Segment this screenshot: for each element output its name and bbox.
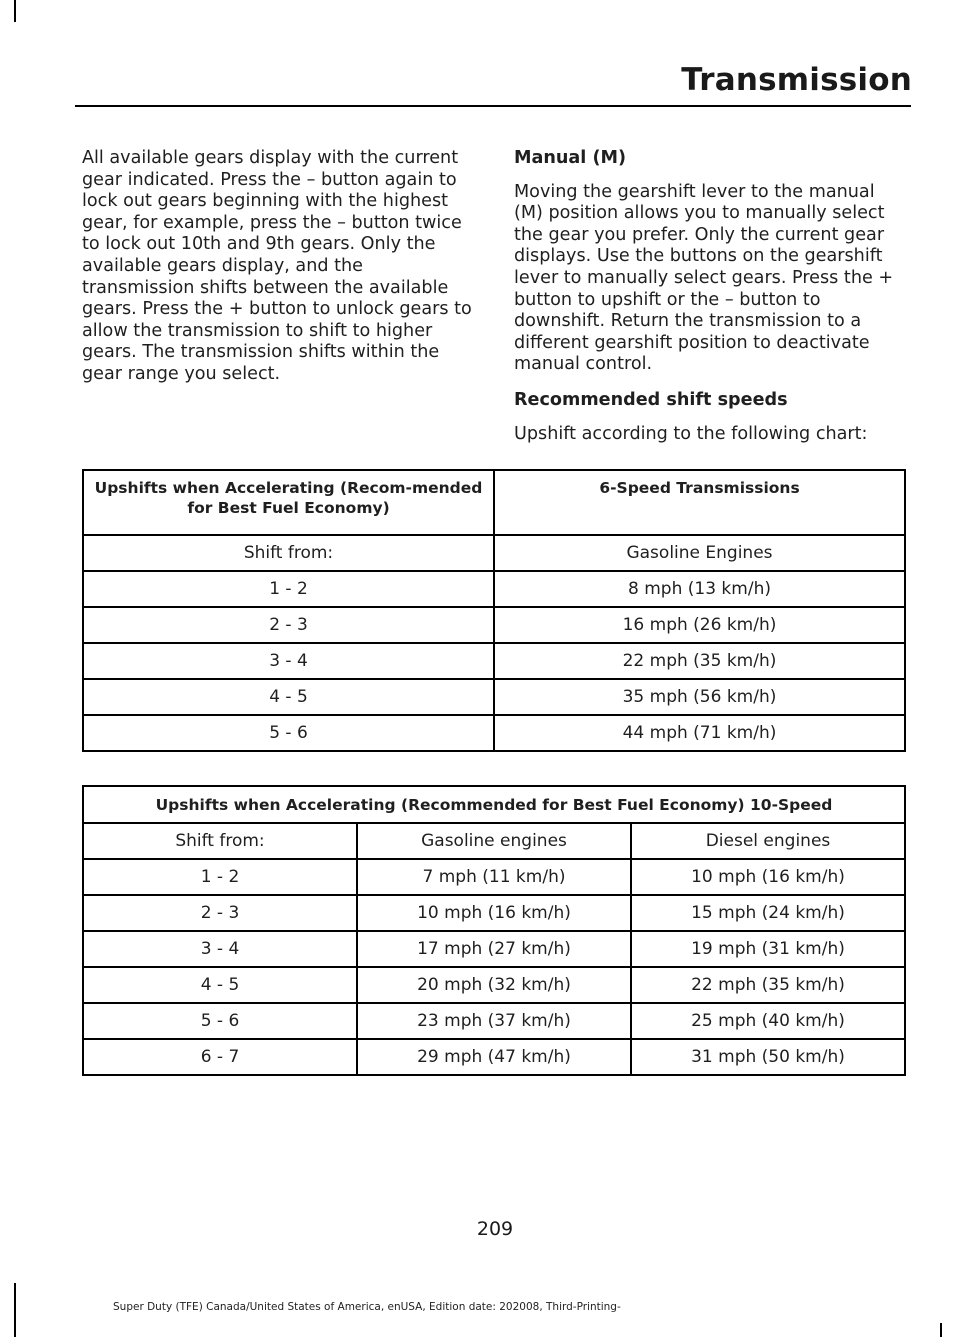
- table-row: [83, 643, 905, 679]
- table-cell: Diesel engines: [631, 823, 905, 859]
- table-cell: 31 mph (50 km/h): [631, 1039, 905, 1075]
- page-number: 209: [476, 1218, 514, 1240]
- table-cell: 22 mph (35 km/h): [631, 967, 905, 1003]
- table-row: [83, 679, 905, 715]
- table-cell: 5 - 6: [83, 715, 494, 751]
- table-cell: 35 mph (56 km/h): [494, 679, 905, 715]
- table-row: [83, 931, 905, 967]
- table-row: [83, 1003, 905, 1039]
- manual-paragraph: Moving the gearshift lever to the manual (M) position allows you to manually select the gear you prefer. Only the current gear displays. Use the buttons on the gearshift lever to manually select gears. Press the + button to upshift or the – button to downshift. Return the transmission to a different gearshift position to deactivate manual control.: [514, 181, 894, 375]
- table-cell: 7 mph (11 km/h): [357, 859, 631, 895]
- table-cell: 8 mph (13 km/h): [494, 571, 905, 607]
- table-cell: Shift from:: [83, 535, 494, 571]
- table-header-cell: 6-Speed Transmissions: [494, 470, 905, 535]
- table-cell: Gasoline engines: [357, 823, 631, 859]
- table-header-cell: Upshifts when Accelerating (Recommended for Best Fuel Economy) 10-Speed: [83, 786, 905, 823]
- header-rule: [75, 105, 911, 107]
- table-header-cell: Upshifts when Accelerating (Recom-mended for Best Fuel Economy): [83, 470, 494, 535]
- table-cell: 10 mph (16 km/h): [631, 859, 905, 895]
- table-header-row: [83, 470, 905, 535]
- table-row: [83, 535, 905, 571]
- table-cell: 44 mph (71 km/h): [494, 715, 905, 751]
- table-cell: 20 mph (32 km/h): [357, 967, 631, 1003]
- crop-mark-bottom-right: [940, 1323, 942, 1337]
- table-row: [83, 895, 905, 931]
- table-cell: 25 mph (40 km/h): [631, 1003, 905, 1039]
- page-title: Transmission: [681, 62, 912, 98]
- crop-mark-bottom-left: [14, 1283, 16, 1337]
- table-cell: 4 - 5: [83, 967, 357, 1003]
- table-row: [83, 859, 905, 895]
- six-speed-shift-table: [82, 469, 906, 752]
- table-cell: 1 - 2: [83, 859, 357, 895]
- manual-heading: Manual (M): [514, 148, 627, 168]
- shift-speeds-heading: Recommended shift speeds: [514, 389, 788, 410]
- table-cell: 2 - 3: [83, 607, 494, 643]
- shift-intro: Upshift according to the following chart:: [514, 423, 868, 444]
- left-column: [82, 148, 477, 400]
- table-cell: Shift from:: [83, 823, 357, 859]
- table-cell: Gasoline Engines: [494, 535, 905, 571]
- ten-speed-shift-table: [82, 785, 906, 1076]
- table-row: [83, 715, 905, 751]
- table-cell: 23 mph (37 km/h): [357, 1003, 631, 1039]
- table-row: [83, 1039, 905, 1075]
- table-cell: 6 - 7: [83, 1039, 357, 1075]
- right-column: [514, 148, 909, 459]
- table-row: [83, 607, 905, 643]
- table-cell: 2 - 3: [83, 895, 357, 931]
- table-row: [83, 571, 905, 607]
- table-cell: 3 - 4: [83, 931, 357, 967]
- table-cell: 17 mph (27 km/h): [357, 931, 631, 967]
- gear-lockout-paragraph: All available gears display with the current gear indicated. Press the – button again to lock out gears beginning with the highest gear, for example, press the – button twice to lock out 10th and 9th gears. Only the available gears display, and the transmission shifts between the available gears. Press the + button to unlock gears to allow the transmission to shift to higher gears. The transmission shifts within the gear range you select.: [82, 148, 472, 384]
- table-cell: 4 - 5: [83, 679, 494, 715]
- table-cell: 5 - 6: [83, 1003, 357, 1039]
- table-cell: 1 - 2: [83, 571, 494, 607]
- table-cell: 15 mph (24 km/h): [631, 895, 905, 931]
- table-row: [83, 823, 905, 859]
- table-cell: 22 mph (35 km/h): [494, 643, 905, 679]
- crop-mark-top-left: [14, 0, 16, 22]
- table-cell: 29 mph (47 km/h): [357, 1039, 631, 1075]
- table-cell: 3 - 4: [83, 643, 494, 679]
- table-cell: 16 mph (26 km/h): [494, 607, 905, 643]
- table-row: [83, 967, 905, 1003]
- table-cell: 19 mph (31 km/h): [631, 931, 905, 967]
- table-header-row: [83, 786, 905, 823]
- table-cell: 10 mph (16 km/h): [357, 895, 631, 931]
- edition-footer: Super Duty (TFE) Canada/United States of America, enUSA, Edition date: 202008, Third-Printing-: [113, 1301, 621, 1313]
